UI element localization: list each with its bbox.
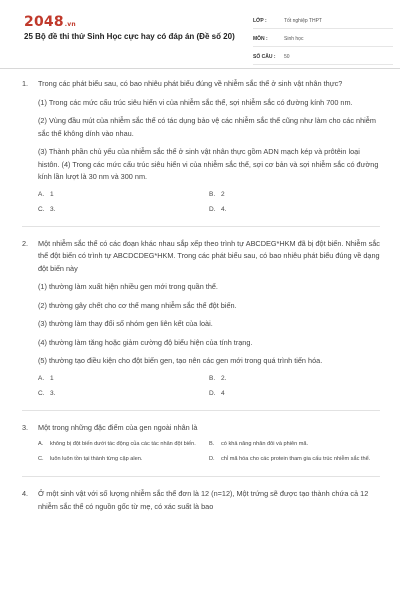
option-letter: C.: [38, 205, 45, 213]
question-body: [38, 488, 380, 519]
statement: (5) thường tạo điều kiện cho đột biến gen, tạo nên các gen mới trong quá trình tiến hóa.: [38, 356, 323, 365]
option-letter: B.: [209, 190, 216, 198]
option-text: 1: [50, 374, 54, 382]
meta-row-count: [253, 50, 393, 65]
option-c[interactable]: [38, 455, 209, 464]
option-text: 2: [221, 190, 225, 198]
logo-tld: .vn: [64, 21, 76, 28]
answer-options: [38, 190, 380, 214]
option-letter: A.: [38, 441, 44, 447]
option-text: không bị đột biến dưới tác động của các tác nhân đột biến.: [50, 441, 196, 447]
option-text: 3.: [50, 389, 56, 397]
statement: (1) Trong các mức cấu trúc siêu hiển vi của nhiễm sắc thể, sợi nhiễm sắc có đường kính 700 nm.: [38, 97, 353, 107]
question-number: 1.: [22, 79, 29, 88]
statement: (3) thường làm thay đổi số nhóm gen liên kết của loài.: [38, 319, 213, 328]
statement: (2) Vùng đầu mút của nhiễm sắc thể có tác dụng bảo vệ các nhiễm sắc thể cũng như làm cho các nhiễm sắc thể không dính vào nhau.: [38, 116, 376, 138]
question-number: 4.: [22, 489, 29, 498]
option-text: chỉ mã hóa cho các protein tham gia cấu trúc nhiễm sắc thể.: [221, 456, 371, 462]
option-letter: A.: [38, 374, 45, 382]
site-logo[interactable]: [24, 14, 76, 30]
page-header: [0, 0, 400, 64]
option-letter: C.: [38, 456, 44, 462]
question-text: Ở một sinh vật với số lượng nhiễm sắc thể đơn là 12 (n=12), Một trứng sẽ được tạo thành chứa cả 12 nhiễm sắc thể có nguồn gốc từ mẹ, có xác suất là bao: [38, 489, 369, 511]
question-text: Trong các phát biểu sau, có bao nhiêu phát biểu đúng về nhiễm sắc thể ở sinh vật nhân thực?: [38, 79, 343, 88]
option-text: 4: [221, 389, 225, 397]
statement: (1) thường làm xuất hiện nhiều gen mới trong quần thể.: [38, 282, 218, 291]
question-text: Một nhiễm sắc thể có các đoạn khác nhau sắp xếp theo trình tự ABCDEG*HKM đã bị đột biến. Nhiễm sắc thể đột biến có trình tự ABCDCDEG*HKM. Trong các phát biểu sau, có bao nhiêu phát biểu đúng về dạng đột biến này: [38, 238, 380, 273]
question-body: [38, 78, 380, 218]
question-body: [38, 422, 380, 469]
meta-row-subject: [253, 32, 393, 47]
meta-value: 50: [284, 54, 290, 60]
header-divider: [0, 68, 400, 69]
option-letter: B.: [209, 374, 216, 382]
answer-options: [38, 374, 380, 398]
question-number: 2.: [22, 238, 29, 248]
meta-info: [253, 14, 393, 68]
option-d[interactable]: [209, 389, 380, 398]
meta-label: SỐ CÂU :: [253, 54, 276, 60]
option-text: có khả năng nhân đôi và phiên mã.: [221, 441, 309, 447]
document-title: 25 Bộ đề thi thử Sinh Học cực hay có đáp án (Đề số 20): [24, 32, 235, 41]
option-text: 4.: [221, 205, 227, 213]
meta-value: Sinh học: [284, 36, 304, 42]
option-letter: D.: [209, 456, 215, 462]
question-4: [22, 488, 380, 519]
question-list: [22, 78, 380, 519]
option-letter: D.: [209, 205, 216, 213]
option-d[interactable]: [209, 455, 380, 464]
answer-options: [38, 440, 380, 464]
option-text: luôn luôn tồn tại thành từng cặp alen.: [50, 456, 143, 462]
question-2: [22, 238, 380, 402]
option-b[interactable]: [209, 374, 380, 383]
statement: (3) Thành phần chủ yếu của nhiễm sắc thể ở sinh vật nhân thực gồm ADN mạch kép và prôtêin loại histôn. (4) Trong các mức cấu trúc siêu hiển vi của nhiễm sắc thể, sợi cơ bản và sợi nhiễm sắc có đường kính lần lượt là 30 nm và 300 nm.: [38, 147, 379, 181]
option-letter: D.: [209, 389, 216, 397]
question-divider: [22, 226, 380, 227]
option-b[interactable]: [209, 440, 380, 449]
meta-label: MÔN :: [253, 36, 268, 42]
option-letter: C.: [38, 389, 45, 397]
question-1: [22, 78, 380, 218]
option-a[interactable]: [38, 374, 209, 383]
question-3: [22, 422, 380, 469]
question-divider: [22, 410, 380, 411]
question-number: 3.: [22, 422, 29, 432]
statement: (4) thường làm tăng hoặc giảm cường độ biểu hiện của tính trạng.: [38, 337, 253, 347]
option-b[interactable]: [209, 190, 380, 199]
option-a[interactable]: [38, 190, 209, 199]
option-text: 2.: [221, 374, 227, 382]
option-d[interactable]: [209, 205, 380, 214]
option-text: 3.: [50, 205, 56, 213]
logo-text: 2048: [24, 14, 64, 30]
meta-row-class: [253, 14, 393, 29]
question-body: [38, 238, 380, 402]
meta-label: LỚP :: [253, 18, 267, 24]
option-letter: A.: [38, 190, 45, 198]
statement: (2) thường gây chết cho cơ thể mang nhiễm sắc thể đột biến.: [38, 300, 237, 310]
option-c[interactable]: [38, 389, 209, 398]
option-text: 1: [50, 190, 54, 198]
option-a[interactable]: [38, 440, 209, 449]
option-letter: B.: [209, 441, 215, 447]
meta-value: Tốt nghiệp THPT: [284, 18, 322, 24]
question-text: Một trong những đặc điểm của gen ngoài nhân là: [38, 422, 198, 432]
question-divider: [22, 476, 380, 477]
option-c[interactable]: [38, 205, 209, 214]
